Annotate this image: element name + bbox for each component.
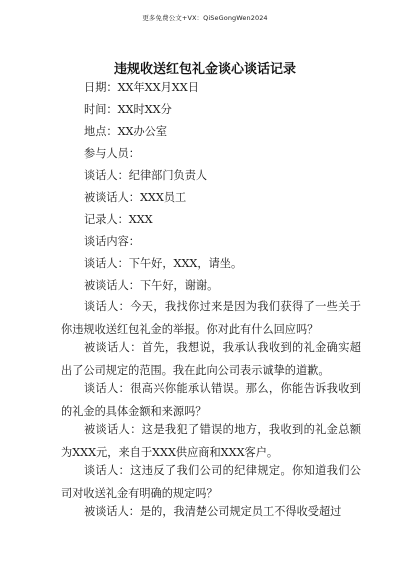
dialogue-paragraph: 被谈话人：首先，我想说，我承认我收到的礼金确实超出了公司规定的范围。我在此向公司表示诚挚的道歉。 bbox=[61, 341, 361, 377]
header-watermark: 更多免费公文+VX：QiSeGongWen2024 bbox=[142, 14, 268, 22]
participants-heading: 参与人员： bbox=[84, 147, 140, 160]
location-line: 地点：XX办公室 bbox=[84, 125, 168, 138]
time-line: 时间：XX时XX分 bbox=[84, 103, 172, 116]
recorder-line: 记录人：XXX bbox=[84, 213, 153, 226]
dialogue-paragraph: 谈话人：这违反了我们公司的纪律规定。你知道我们公司对收送礼金有明确的规定吗？ bbox=[61, 464, 361, 500]
document-title: 违规收送红包礼金谈心谈话记录 bbox=[113, 62, 296, 77]
dialogue-paragraph: 被谈话人：下午好，谢谢。 bbox=[84, 279, 219, 292]
date-line: 日期：XX年XX月XX日 bbox=[84, 81, 199, 94]
dialogue-paragraph: 谈话人：今天，我找你过来是因为我们获得了一些关于你违规收送红包礼金的举报。你对此有什么回应吗？ bbox=[61, 300, 361, 336]
dialogue-paragraph: 被谈话人：是的，我清楚公司规定员工不得收受超过 bbox=[84, 505, 342, 518]
dialogue-paragraph: 谈话人：下午好，XXX，请坐。 bbox=[84, 257, 243, 270]
interviewee-line: 被谈话人：XXX员工 bbox=[84, 191, 187, 204]
dialogue-paragraph: 被谈话人：这是我犯了错误的地方，我收到的礼金总额为XXX元，来自于XXX供应商和XXX客户。 bbox=[61, 423, 361, 459]
content-heading: 谈话内容： bbox=[84, 235, 140, 248]
dialogue-paragraph: 谈话人：很高兴你能承认错误。那么，你能告诉我收到的礼金的具体金额和来源吗？ bbox=[61, 382, 361, 418]
interviewer-line: 谈话人：纪律部门负责人 bbox=[84, 169, 208, 182]
